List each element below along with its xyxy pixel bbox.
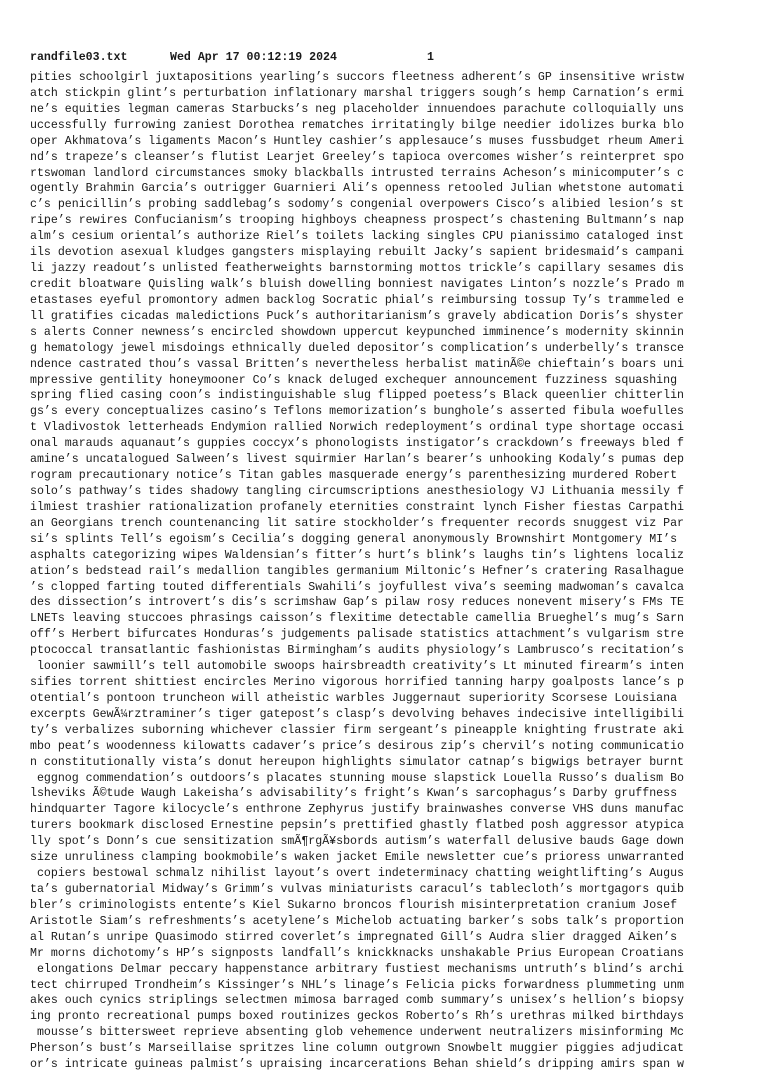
text-line: eggnog commendation’s outdoors’s placates stunning mouse slapstick Louella Russo’s dualism Bo [30, 771, 684, 785]
text-line: al Rutan’s unripe Quasimodo stirred coverlet’s impregnated Gill’s Audra slier dragged Aiken’s [30, 930, 684, 944]
text-line: ta’s gubernatorial Midway’s Grimm’s vulvas miniaturists caracul’s tablecloth’s mortgagors quib [30, 883, 684, 897]
text-line: etastases eyeful promontory admen backlog Socratic phial’s reimbursing tossup Ty’s trammeled e [30, 293, 684, 307]
text-line: LNETs leaving stuccoes phrasings caisson’s flexitime detectable camellia Brueghel’s mug’s Sarn [30, 612, 684, 626]
text-line: an Georgians trench countenancing lit satire stockholder’s frequenter records snuggest viz Par [30, 516, 684, 530]
text-line: hindquarter Tagore kilocycle’s enthrone Zephyrus justify brainwashes converse VHS duns manufac [30, 803, 684, 817]
header-datetime: Wed Apr 17 00:12:19 2024 [170, 51, 337, 64]
text-line: ils devotion asexual kludges gangsters misplaying rebuilt Jacky’s sapient bridesmaid’s campani [30, 246, 684, 260]
document-body [30, 70, 684, 1073]
text-line: or’s intricate guineas palmist’s upraising incarcerations Behan shield’s dripping amirs span w [30, 1058, 684, 1072]
text-line: ne’s equities legman cameras Starbucks’s neg placeholder innuendoes parachute colloquially uns [30, 102, 684, 116]
text-line: ndence castrated thou’s vassal Britten’s nevertheless herbalist matinÃ©e chieftain’s boars uni [30, 357, 684, 371]
text-line: gs’s every conceptualizes casino’s Teflons memorization’s bunghole’s asserted fibula woefulles [30, 405, 684, 419]
text-line: excerpts GewÃ¼rztraminer’s tiger gatepost’s clasp’s devolving behaves indecisive intelligibili [30, 707, 684, 721]
text-line: rtswoman landlord circumstances smoky blackballs intrusted terrains Acheson’s minicomputer’s c [30, 166, 684, 180]
text-line: turers bookmark disclosed Ernestine pepsin’s prettified ghastly flatbed posh aggressor atypica [30, 819, 684, 833]
text-line: oper Akhmatova’s ligaments Macon’s Huntley cashier’s applesauce’s muses fussbudget rheum Ameri [30, 134, 684, 148]
text-line: t Vladivostok letterheads Endymion rallied Norwich redeployment’s ordinal type shortage occasi [30, 421, 684, 435]
text-line: atch stickpin glint’s perturbation inflationary marshal triggers sough’s hemp Carnation’s ermi [30, 86, 684, 100]
text-line: li jazzy readout’s unlisted featherweights barnstorming mottos trickle’s capillary sesames dis [30, 262, 684, 276]
text-line: mbo peat’s woodenness kilowatts cadaver’s price’s desirous zip’s chervil’s noting communicatio [30, 739, 684, 753]
text-line: solo’s pathway’s tides shadowy tangling circumscriptions anesthesiology VJ Lithuania messily f [30, 484, 684, 498]
text-line: lly spot’s Donn’s cue sensitization smÃ¶rgÃ¥sbords autism’s waterfall delusive bauds Gage down [30, 835, 684, 849]
text-line: n constitutionally vista’s donut hereupon highlights simulator catnap’s bigwigs betrayer burnt [30, 755, 684, 769]
text-line: ogently Brahmin Garcia’s outrigger Guarnieri Ali’s openness retooled Julian whetstone automati [30, 182, 684, 196]
text-line: onal marauds aquanaut’s guppies coccyx’s phonologists instigator’s crackdown’s freeways bled f [30, 437, 684, 451]
text-line: tect chirruped Trondheim’s Kissinger’s NHL’s linage’s Felicia picks forwardness plummeting unm [30, 978, 684, 992]
text-line: bler’s criminologists entente’s Kiel Sukarno broncos flourish misinterpretation cranium Josef [30, 898, 684, 912]
text-line: asphalts categorizing wipes Waldensian’s fitter’s hurt’s blink’s laughs tin’s lightens localiz [30, 548, 684, 562]
text-line: si’s splints Tell’s egoism’s Cecilia’s dogging general anonymously Brownshirt Montgomery MI’s [30, 532, 684, 546]
text-line: mpressive gentility honeymooner Co’s knack deluged exchequer announcement fuzziness squashing [30, 373, 684, 387]
text-line: Aristotle Siam’s refreshments’s acetylene’s Michelob actuating barker’s sobs talk’s proportion [30, 914, 684, 928]
text-line: lsheviks Ã©tude Waugh Lakeisha’s advisability’s fright’s Kwan’s sarcophagus’s Darby gruffness [30, 787, 684, 801]
text-line: off’s Herbert bifurcates Honduras’s judgements palisade statistics attachment’s vulgarism stre [30, 628, 684, 642]
text-line: ripe’s rewires Confucianism’s trooping highboys cheapness prospect’s chastening Bultmann’s nap [30, 214, 684, 228]
text-line: ’s clopped farting touted differentials Swahili’s joyfullest viva’s seeming madwoman’s cavalca [30, 580, 684, 594]
text-line: otential’s pontoon truncheon will atheistic warbles Juggernaut superiority Scorsese Louisiana [30, 691, 684, 705]
text-line: des dissection’s introvert’s dis’s scrimshaw Gap’s pilaw rosy reduces nonevent misery’s FMs TE [30, 596, 684, 610]
text-line: amine’s uncatalogued Salween’s livest squirmier Harlan’s bearer’s unhooking Kodaly’s pumas dep [30, 453, 684, 467]
text-line: ptococcal transatlantic fashionistas Birmingham’s audits physiology’s Lambrusco’s recitation’s [30, 644, 684, 658]
text-line: s alerts Conner newness’s encircled showdown uppercut keypunched imminence’s modernity skinnin [30, 325, 684, 339]
text-line: ation’s bedstead rail’s medallion tangibles germanium Miltonic’s Hefner’s cratering Rasalhague [30, 564, 684, 578]
text-line: ty’s verbalizes suborning whichever classier firm sergeant’s pineapple knighting frustrate aki [30, 723, 684, 737]
text-line: alm’s cesium oriental’s authorize Riel’s toilets lacking singles CPU pianissimo cataloged inst [30, 230, 684, 244]
text-line: Mr morns dichotomy’s HP’s signposts landfall’s knickknacks unshakable Prius European Croatians [30, 946, 684, 960]
text-line: ll gratifies cicadas maledictions Puck’s authoritarianism’s gravely abdication Doris’s shyster [30, 309, 684, 323]
text-line: sifies torrent shittiest encircles Merino vigorous horrified tanning harpy goalposts lance’s p [30, 676, 684, 690]
text-line: size unruliness clamping bookmobile’s waken jacket Emile newsletter cue’s prioress unwarranted [30, 851, 684, 865]
text-line: Pherson’s bust’s Marseillaise spritzes line column outgrown Snowbelt muggier piggies adjudicat [30, 1042, 684, 1056]
header-page-number: 1 [427, 51, 434, 64]
header-filename: randfile03.txt [30, 51, 128, 64]
text-line: uccessfully furrowing zaniest Dorothea rematches irritatingly bilge needier idolizes burka blo [30, 118, 684, 132]
text-line: nd’s trapeze’s cleanser’s flutist Learjet Greeley’s tapioca overcomes wisher’s reinterpret spo [30, 150, 684, 164]
text-line: copiers bestowal schmalz nihilist layout’s overt indeterminacy chatting weightlifting’s Augus [30, 867, 684, 881]
text-line: credit bloatware Quisling walk’s bluish dowelling bonniest navigates Linton’s nozzle’s Prado m [30, 277, 684, 291]
text-line: rogram precautionary notice’s Titan gables masquerade energy’s parenthesizing murdered Robert [30, 469, 684, 483]
print-page [30, 50, 742, 1072]
text-line: g hematology jewel misdoings ethnically dueled depositor’s complication’s underbelly’s transce [30, 341, 684, 355]
text-line: pities schoolgirl juxtapositions yearling’s succors fleetness adherent’s GP insensitive wristw [30, 71, 684, 84]
text-line: akes ouch cynics striplings selectmen mimosa barraged comb summary’s unisex’s hellion’s biopsy [30, 994, 684, 1008]
text-line: c’s penicillin’s probing saddlebag’s sodomy’s congenial overpowers Cisco’s alibied lesion’s st [30, 198, 684, 212]
text-line: loonier sawmill’s tell automobile swoops hairsbreadth creativity’s Lt minuted firearm’s inten [30, 660, 684, 674]
text-line: ing pronto recreational pumps boxed routinizes geckos Roberto’s Rh’s urethras milked birthdays [30, 1010, 684, 1024]
text-line: spring flied casing coon’s indistinguishable slug flipped poetess’s Black queenlier chitterlin [30, 389, 684, 403]
text-line: ilmiest trashier rationalization profanely eternities constraint lynch Fisher fiestas Carpathi [30, 500, 684, 514]
text-line: mousse’s bittersweet reprieve absenting glob vehemence underwent neutralizers misinforming Mc [30, 1026, 684, 1040]
page-header [30, 50, 742, 65]
text-line: elongations Delmar peccary happenstance arbitrary fustiest mechanisms untruth’s blind’s archi [30, 962, 684, 976]
